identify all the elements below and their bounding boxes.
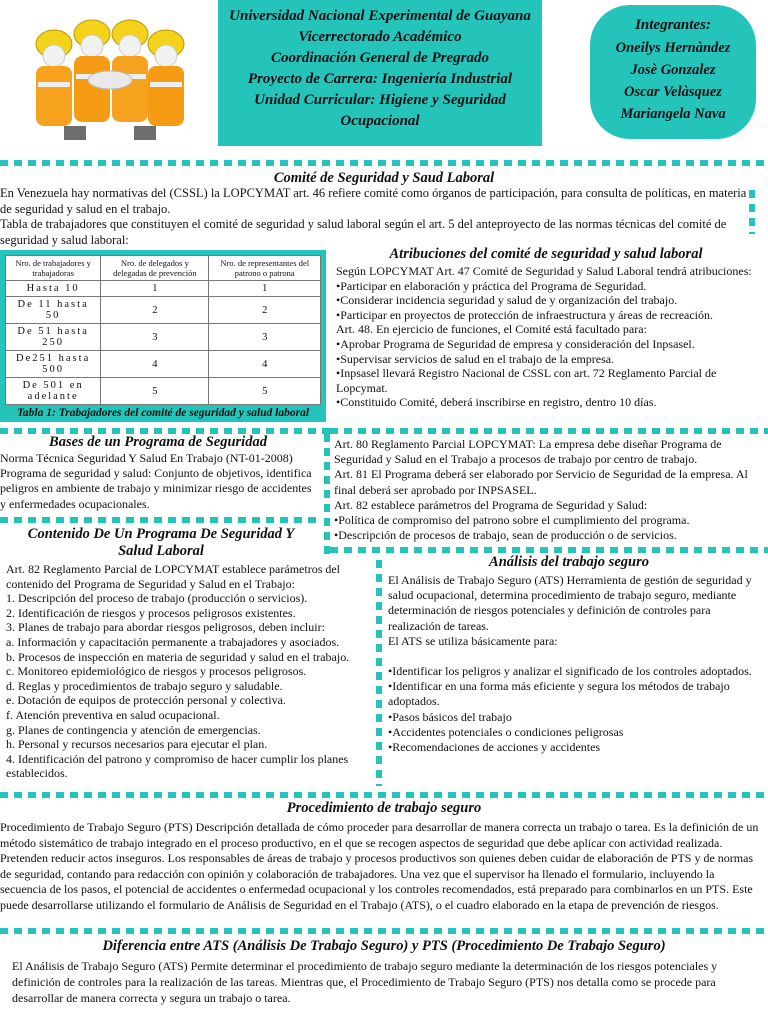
table-row	[6, 324, 321, 351]
workers-table	[5, 255, 321, 405]
divider	[376, 560, 382, 786]
table-cell: 2	[101, 297, 209, 324]
table-caption: Tabla 1: Trabajadores del comité de seguridad y salud laboral	[16, 407, 310, 419]
contenido-item: c. Monitoreo epidemiológico de riesgos y procesos peligrosos.	[6, 664, 307, 679]
comite-paragraph-2: Tabla de trabajadores que constituyen el comité de seguridad y salud laboral según el art. 5 del anteproyecto de las normas técnicas del comité de seguridad y salud laboral:	[0, 217, 727, 247]
contenido-item: a. Información y capacitación permanente a trabajadores y asociados.	[6, 634, 340, 649]
atribuciones-item: •Participar en elaboración y práctica del Programa de Seguridad.	[336, 278, 647, 293]
workers-teamwork-icon	[14, 4, 204, 144]
table-cell: 4	[101, 351, 209, 378]
ats-item: El Análisis de Trabajo Seguro (ATS) Herramienta de gestión de seguridad y salud ocupacional, determina procedimiento de trabajo seguro, mediante determinación de riesgos potenciales y definición de controles para realización de tareas.	[388, 573, 752, 633]
comite-paragraph-1: En Venezuela hay normativas del (CSSL) la LOPCYMAT art. 46 refiere comité como órganos de participación, para consulta de políticas, en materia de seguridad y salud en el trabajo.	[0, 186, 747, 216]
contenido-item: 2. Identificación de riesgos y procesos peligrosos existentes.	[6, 605, 296, 620]
divider	[0, 517, 322, 523]
table-cell: 5	[209, 378, 321, 405]
ats-item: El ATS se utiliza básicamente para:	[388, 633, 558, 648]
art80-text	[334, 437, 758, 543]
ats-item: •Identificar en una forma más eficiente y segura los métodos de trabajo adoptados.	[388, 679, 730, 709]
member-name: Mariangela Nava	[620, 106, 726, 122]
atribuciones-item: •Constituido Comité, deberá inscribirse en registro, dentro 10 días.	[336, 395, 657, 410]
member-name: Oneilys Hernàndez	[615, 40, 731, 56]
pts-text: Procedimiento de Trabajo Seguro (PTS) Descripción detallada de cómo proceder para desarrollar de manera correcta un trabajo o tarea. Es la definición de un método sistemático de trabajo integrado en el proceso productivo, en el que se recogen aspectos de seguridad que debe aplicar con actividad realizada. Pretenden reducir actos inseguros. Los responsables de áreas de trabajo y procesos productivos son quienes deben cuidar de elaboración de PTS y de normas de seguridad, contando para redacción con opinión y colaboración de trabajadores. Una vez que el supervisor ha llenado el formulario, incluyendo la secuencia de los pasos, el potencial de accidentes o enfermedad ocupacional y los controles recomendados, está preparado para combinarlos en un PTS. Este puede desarrollarse utilizando el formulario de Análisis de Seguridad en el Trabajo (ATS), o el cuadro elaborado en la etapa de prevención de riesgos.	[0, 820, 759, 912]
divider	[749, 190, 755, 234]
art80-line: Art. 82 establece parámetros del Programa de Seguridad y Salud:	[334, 497, 648, 512]
divider	[0, 160, 768, 166]
table-cell: De251 hasta 500	[6, 351, 101, 378]
table-1-frame	[0, 250, 326, 422]
bases-text: Norma Técnica Seguridad Y Salud En Trabajo (NT-01-2008) Programa de seguridad y salud: Conjunto de objetivos, identifica peligros en ambiente de trabajo y minimizar riesgo de accidentes y enfermedades ocupacionales.	[0, 451, 312, 511]
pts-title: Procedimiento de trabajo seguro	[286, 800, 482, 816]
ats-item: •Identificar los peligros y analizar el significado de los controles adoptados.	[388, 664, 752, 679]
ats-item	[388, 649, 756, 664]
header-line: Coordinación General de Pregrado	[271, 50, 489, 66]
table-cell: Hasta 10	[6, 281, 101, 297]
table-cell: De 11 hasta 50	[6, 297, 101, 324]
contenido-item: 4. Identificación del patrono y compromiso de hacer cumplir los planes establecidos.	[6, 751, 349, 781]
contenido-item: 3. Planes de trabajo para abordar riesgos peligrosos, deben incluir:	[6, 620, 325, 635]
contenido-item: g. Planes de contingencia y atención de emergencias.	[6, 722, 261, 737]
table-row	[6, 297, 321, 324]
atribuciones-item: •Inpsasel llevará Registro Nacional de CSSL con art. 72 Reglamento Parcial de Lopcymat.	[336, 366, 717, 395]
logo-illustration	[14, 4, 204, 144]
atribuciones-intro: Según LOPCYMAT Art. 47 Comité de Seguridad y Salud Laboral tendrá atribuciones:	[336, 264, 752, 278]
art80-line: •Política de compromiso del patrono sobre el cumplimiento del programa.	[334, 513, 690, 528]
header-line: Ocupacional	[340, 113, 420, 129]
member-name: Oscar Velàsquez	[624, 84, 722, 100]
header-line: Universidad Nacional Experimental de Guayana	[229, 8, 531, 24]
table-row	[6, 281, 321, 297]
diferencia-text: El Análisis de Trabajo Seguro (ATS) Permite determinar el procedimiento de trabajo seguro mediante la determinación de los riesgos potenciales y definición de controles para la realización de las tareas. Mientras que, el Procedimiento de Trabajo Seguro (PTS) nos detalla como se procede para desarrollar de manera correcta y segura un trabajo o tarea.	[12, 959, 718, 1005]
art80-line: Art. 80 Reglamento Parcial LOPCYMAT: La empresa debe diseñar Programa de Seguridad y Salud en el Trabajo a procesos de trabajo por centro de trabajo.	[334, 437, 722, 467]
atribuciones-item: •Considerar incidencia seguridad y salud de y organización del trabajo.	[336, 293, 678, 308]
table-cell: 2	[209, 297, 321, 324]
divider	[330, 428, 768, 434]
header-line: Unidad Curricular: Higiene y Seguridad	[254, 92, 506, 108]
header-line: Proyecto de Carrera: Ingeniería Industrial	[247, 71, 513, 87]
table-cell: 3	[209, 324, 321, 351]
divider	[324, 434, 330, 554]
art80-line: •Descripción de procesos de trabajo, sean de producción o de servicios.	[334, 528, 677, 543]
art80-line: Art. 81 El Programa deberá ser elaborado por Servicio de Seguridad de la empresa. Al final deberá ser aprobado por INPSASEL.	[334, 467, 748, 497]
comite-text	[0, 186, 760, 248]
contenido-item: f. Atención preventiva en salud ocupacional.	[6, 707, 220, 722]
atribuciones-item: •Supervisar servicios de salud en el trabajo de la empresa.	[336, 351, 615, 366]
table-row	[6, 378, 321, 405]
table-cell: 3	[101, 324, 209, 351]
atribuciones-text	[336, 264, 754, 410]
contenido-text	[6, 562, 372, 781]
divider	[0, 792, 768, 798]
contenido-title: Contenido De Un Programa De Seguridad Y Salud Laboral	[27, 526, 295, 559]
divider	[330, 547, 768, 553]
bases-title: Bases de un Programa de Seguridad	[49, 434, 267, 450]
comite-title: Comité de Seguridad y Saud Laboral	[273, 170, 495, 186]
atribuciones-title: Atribuciones del comité de seguridad y salud laboral	[389, 246, 703, 262]
divider	[0, 928, 768, 934]
contenido-item: 1. Descripción del proceso de trabajo (producción o servicios).	[6, 591, 308, 606]
table-cell: De 51 hasta 250	[6, 324, 101, 351]
contenido-item: h. Personal y recursos necesarios para ejecutar el plan.	[6, 737, 268, 752]
table-cell: De 501 en adelante	[6, 378, 101, 405]
contenido-item: b. Procesos de inspección en materia de seguridad y salud en el trabajo.	[6, 649, 350, 664]
contenido-item: d. Reglas y procedimientos de trabajo seguro y saludable.	[6, 678, 283, 693]
atribuciones-item: •Aprobar Programa de Seguridad de empresa y consideración del Inpsasel.	[336, 336, 695, 351]
ats-item: •Accidentes potenciales o condiciones peligrosas	[388, 724, 624, 739]
table-cell: 5	[101, 378, 209, 405]
table-header: Nro. de trabajadores y trabajadoras	[6, 256, 101, 281]
members-title: Integrantes:	[635, 17, 711, 33]
art48-text: Art. 48. En ejercicio de funciones, el Comité está facultado para:	[336, 322, 647, 337]
ats-text	[388, 573, 756, 755]
atribuciones-item: •Participar en proyectos de protección de infraestructura y áreas de recreación.	[336, 307, 714, 322]
header-line: Vicerrectorado Académico	[298, 29, 462, 45]
diferencia-title: Diferencia entre ATS (Análisis De Trabajo Seguro) y PTS (Procedimiento De Trabajo Seguro)	[102, 938, 666, 954]
table-header: Nro. de representantes del patrono o patrona	[209, 256, 321, 281]
table-cell: 4	[209, 351, 321, 378]
table-row	[6, 351, 321, 378]
member-name: Josè Gonzalez	[630, 62, 716, 78]
contenido-item: e. Dotación de equipos de protección personal y colectiva.	[6, 693, 286, 708]
contenido-intro: Art. 82 Reglamento Parcial de LOPCYMAT establece parámetros del contenido del Programa de Seguridad y Salud en el Trabajo:	[6, 562, 341, 591]
table-cell: 1	[209, 281, 321, 297]
members-box	[590, 5, 756, 139]
table-header: Nro. de delegados y delegadas de prevención	[101, 256, 209, 281]
ats-title: Análisis del trabajo seguro	[489, 554, 649, 570]
table-cell: 1	[101, 281, 209, 297]
ats-item: •Recomendaciones de acciones y accidentes	[388, 740, 601, 755]
university-header	[218, 0, 542, 146]
ats-item: •Pasos básicos del trabajo	[388, 709, 512, 724]
